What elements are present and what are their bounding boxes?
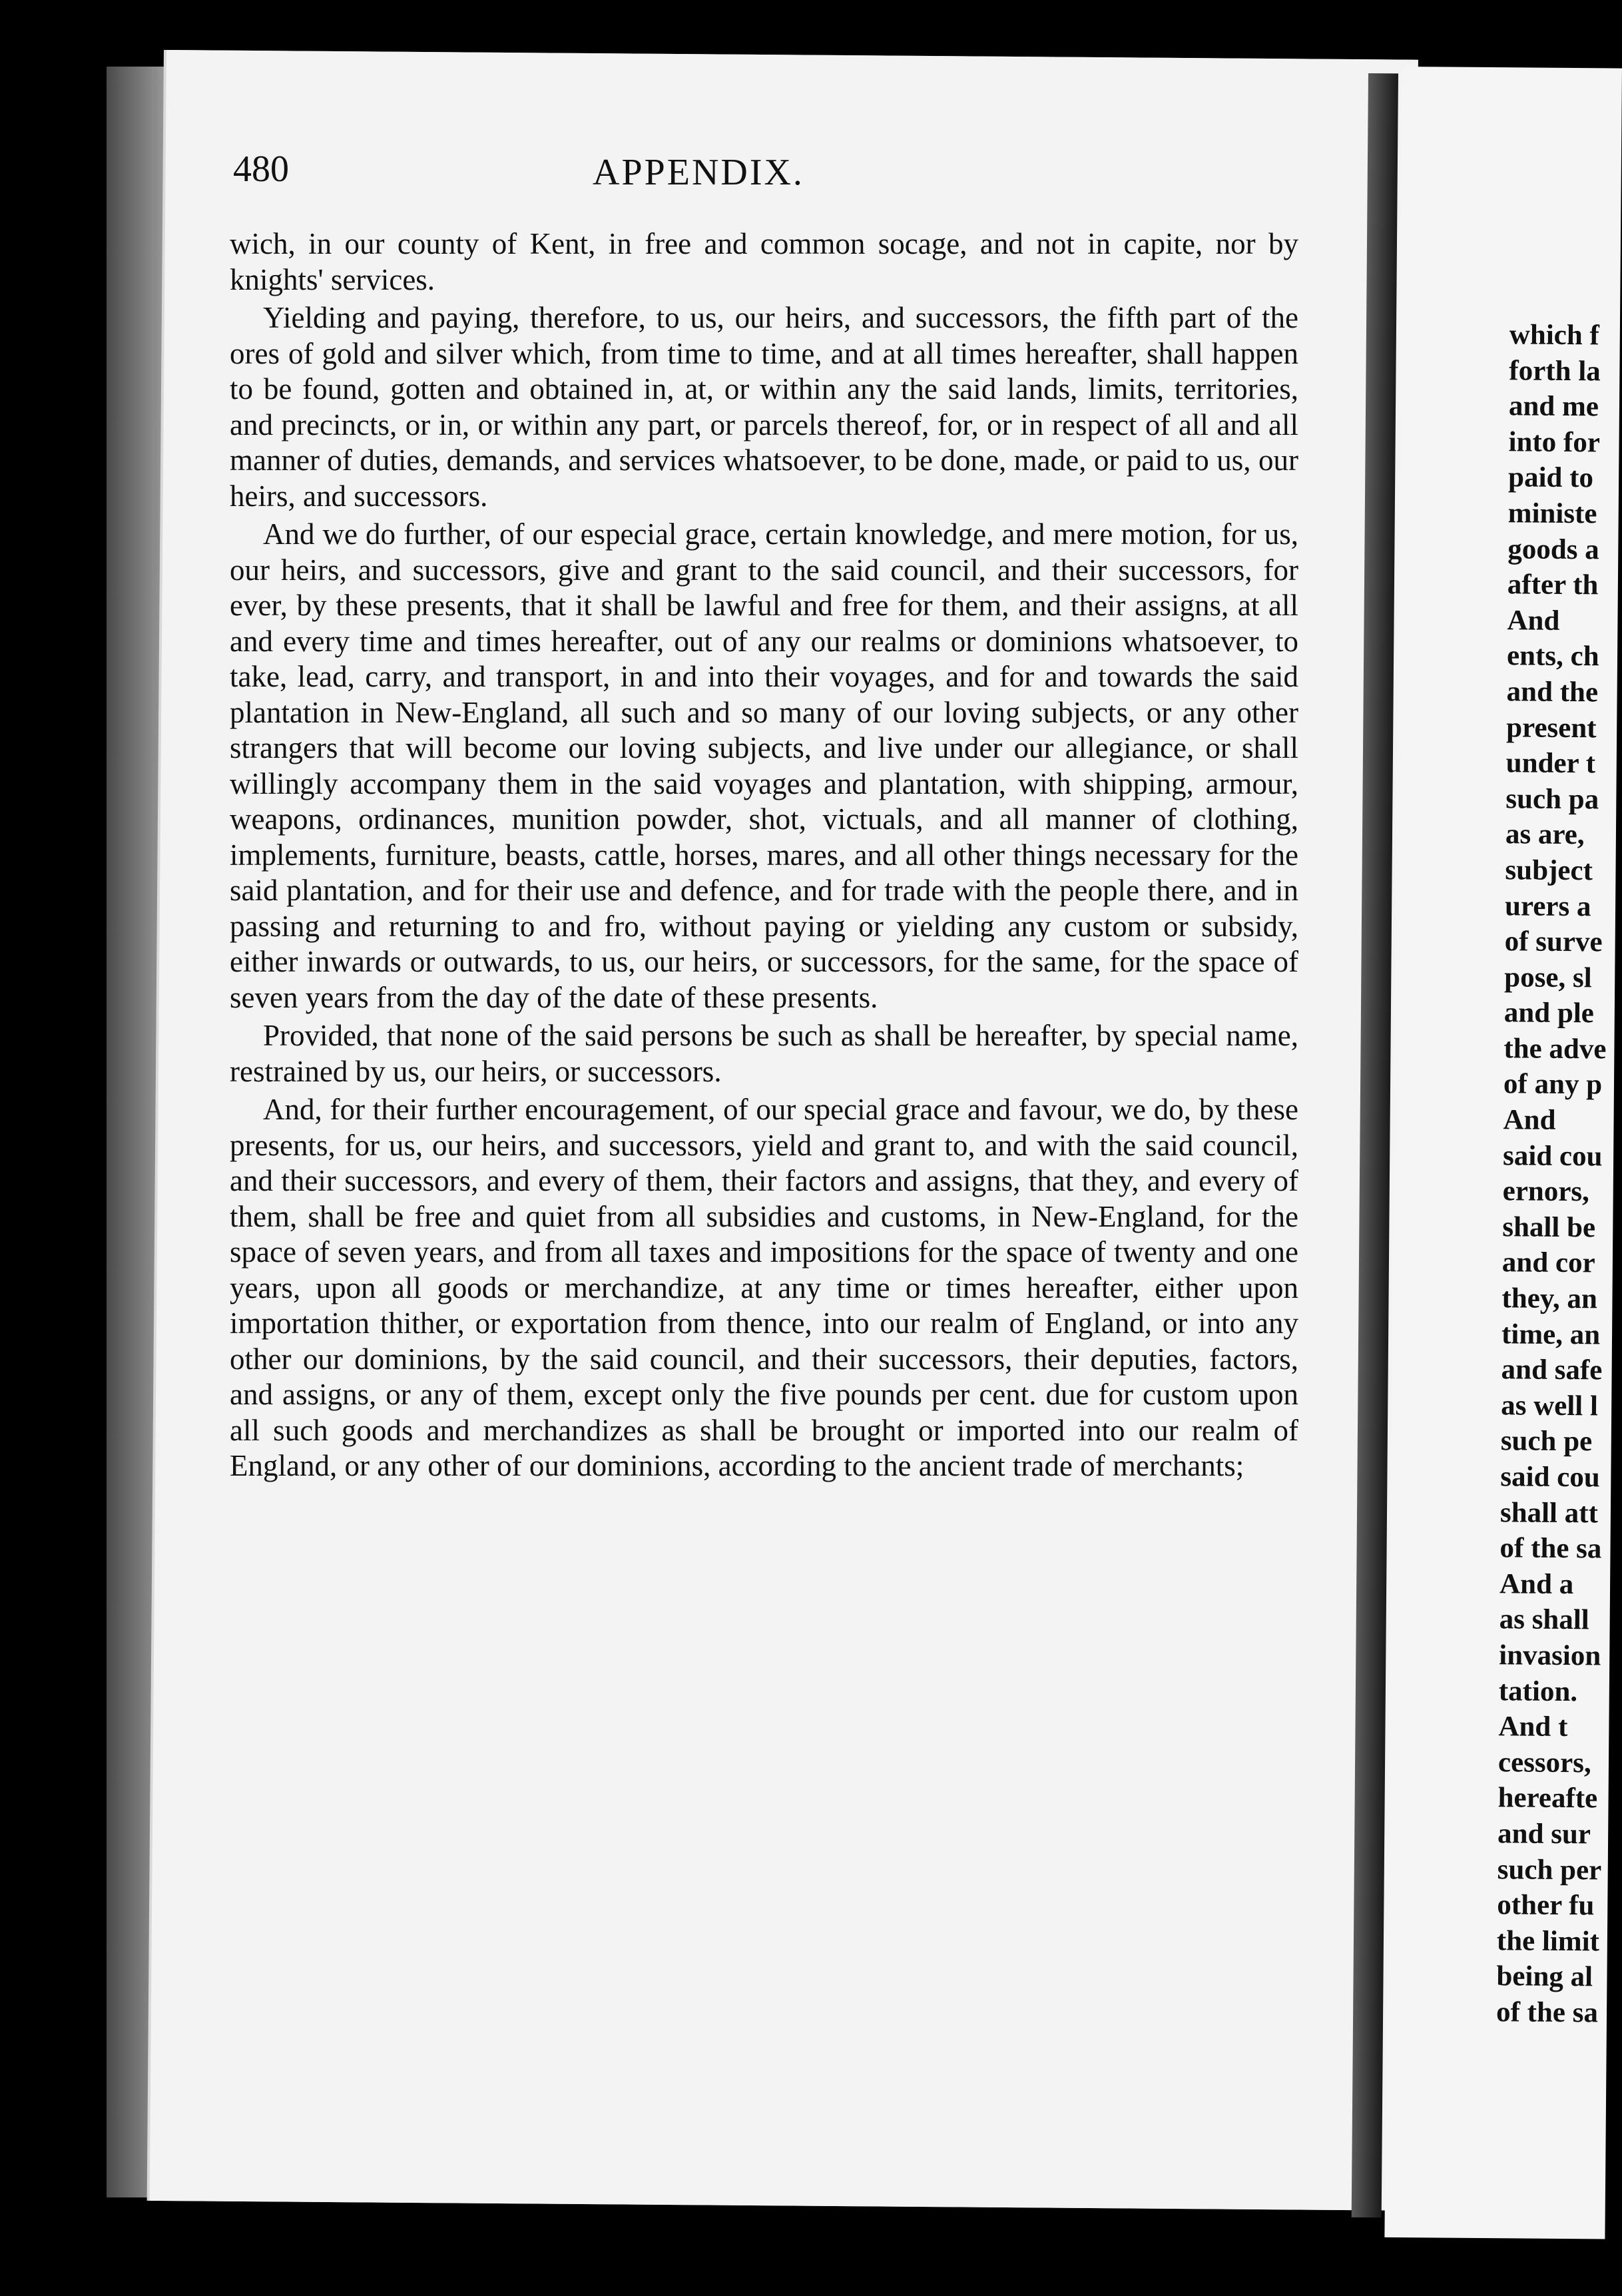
facing-page-line: after th	[1507, 569, 1599, 601]
facing-page-line: as shall	[1499, 1603, 1589, 1636]
facing-page-line: ernors,	[1502, 1175, 1590, 1208]
facing-page-line: and cor	[1501, 1247, 1595, 1279]
facing-page-line: as well l	[1501, 1390, 1599, 1422]
facing-page-line: and me	[1508, 390, 1599, 423]
facing-page-line: time, an	[1501, 1318, 1601, 1351]
facing-page-line: such per	[1497, 1853, 1602, 1886]
facing-page-line: ministe	[1507, 497, 1597, 530]
facing-page-line: goods a	[1507, 533, 1599, 565]
facing-page-line: of surve	[1504, 926, 1603, 958]
facing-page-line: they, an	[1501, 1283, 1598, 1315]
facing-page-line: hereafte	[1497, 1782, 1598, 1815]
facing-page	[1384, 67, 1622, 2239]
facing-page-line: shall be	[1502, 1211, 1596, 1244]
facing-page-line: such pa	[1505, 782, 1599, 816]
facing-page-line: of the sa	[1495, 1996, 1599, 2029]
facing-page-line: paid to	[1507, 461, 1594, 494]
facing-page-line: pose, sl	[1504, 961, 1592, 994]
paragraph: Provided, that none of the said persons be such as shall be hereafter, by special name, restrained by us, our heirs, or successors.	[230, 1019, 1298, 1088]
facing-page-line: the limit	[1496, 1924, 1600, 1958]
facing-page-line: such pe	[1500, 1425, 1593, 1458]
facing-page-line: of any p	[1503, 1068, 1603, 1101]
facing-page-line: subject	[1505, 854, 1593, 887]
facing-page-line: as are,	[1505, 818, 1585, 851]
facing-page-line: which f	[1509, 319, 1600, 352]
facing-page-line: present	[1506, 711, 1597, 744]
facing-page-line: forth la	[1509, 354, 1601, 387]
facing-page-line: said cou	[1502, 1139, 1603, 1173]
facing-page-line: the adve	[1503, 1033, 1607, 1065]
facing-page-line: tation.	[1498, 1675, 1578, 1707]
facing-page-line: And	[1507, 605, 1560, 637]
facing-page-line: of the sa	[1499, 1532, 1602, 1565]
facing-page-line: invasion	[1499, 1639, 1601, 1672]
paragraph: wich, in our county of Kent, in free and common socage, and not in capite, nor by knights' services.	[230, 227, 1298, 296]
facing-page-line: And t	[1498, 1711, 1568, 1743]
body-text	[230, 226, 1298, 1487]
facing-page-line: cessors,	[1497, 1746, 1591, 1779]
facing-page-line: and ple	[1503, 997, 1595, 1029]
facing-page-line: ents, ch	[1506, 640, 1599, 673]
running-head: APPENDIX.	[593, 152, 804, 193]
facing-page-line: into for	[1508, 426, 1601, 459]
facing-page-line: And	[1503, 1104, 1556, 1136]
facing-page-line: And a	[1499, 1568, 1574, 1600]
page-number: 480	[233, 148, 289, 190]
facing-page-line: and the	[1506, 676, 1599, 709]
facing-page-text	[1496, 317, 1622, 2032]
facing-page-line: and safe	[1501, 1354, 1603, 1386]
facing-page-line: under t	[1505, 747, 1596, 780]
facing-page-line: said cou	[1500, 1461, 1600, 1494]
paragraph: And we do further, of our especial grace, certain knowledge, and mere motion, for us, our heirs, and successors, give and grant to the said council, and their successors, for ever, by these presents, that it shall be lawful and free for them, and their assigns, at all and every time and times hereafter, out of any our realms or dominions whatsoever, to take, lead, carry, and transport, in and into their voyages, and for and towards the said plantation in New-England, all such and so many of our loving subjects, or any other strangers that will become our loving subjects, and live under our allegiance, or shall willingly accompany them in the said voyages and plantation, with shipping, armour, weapons, ordinances, munition powder, shot, victuals, and all manner of clothing, implements, furniture, beasts, cattle, horses, mares, and all other things necessary for the said plantation, and for their use and defence, and for trade with the people there, and in passing and returning to and fro, without paying or yielding any custom or subsidy, either inwards or outwards, to us, our heirs, or successors, for the same, for the space of seven years from the day of the date of these presents.	[230, 517, 1298, 1014]
facing-page-line: urers a	[1504, 890, 1591, 922]
facing-page-line: and sur	[1497, 1818, 1591, 1851]
paragraph: Yielding and paying, therefore, to us, our heirs, and successors, the fifth part of the ores of gold and silver which, from time to time, and at all times hereafter, shall happen to be found, gotten and obtained in, at, or within any the said lands, limits, territories, and precincts, or in, or within any part, or parcels thereof, for, or in respect of all and all manner of duties, demands, and services whatsoever, to be done, made, or paid to us, our heirs, and successors.	[230, 301, 1298, 513]
facing-page-line: shall att	[1499, 1496, 1599, 1529]
facing-page-line: other fu	[1497, 1889, 1595, 1922]
paragraph: And, for their further encouragement, of our special grace and favour, we do, by these presents, for us, our heirs, and successors, yield and grant to, and with the said council, and their successors, and every of them, their factors and assigns, that they, and every of them, shall be free and quiet from all subsidies and customs, in New-England, for the space of seven years, and from all taxes and impositions for the space of twenty and one years, upon all goods or merchandize, at any time or times hereafter, either upon importation thither, or exportation from thence, into our realm of England, or into any other our dominions, by the said council, and their successors, their deputies, factors, and assigns, or any of them, except only the five pounds per cent. due for custom upon all such goods and merchandizes as shall be brought or imported into our realm of England, or any other of our dominions, according to the ancient trade of merchants;	[230, 1093, 1298, 1482]
facing-page-line: being al	[1496, 1960, 1593, 1993]
